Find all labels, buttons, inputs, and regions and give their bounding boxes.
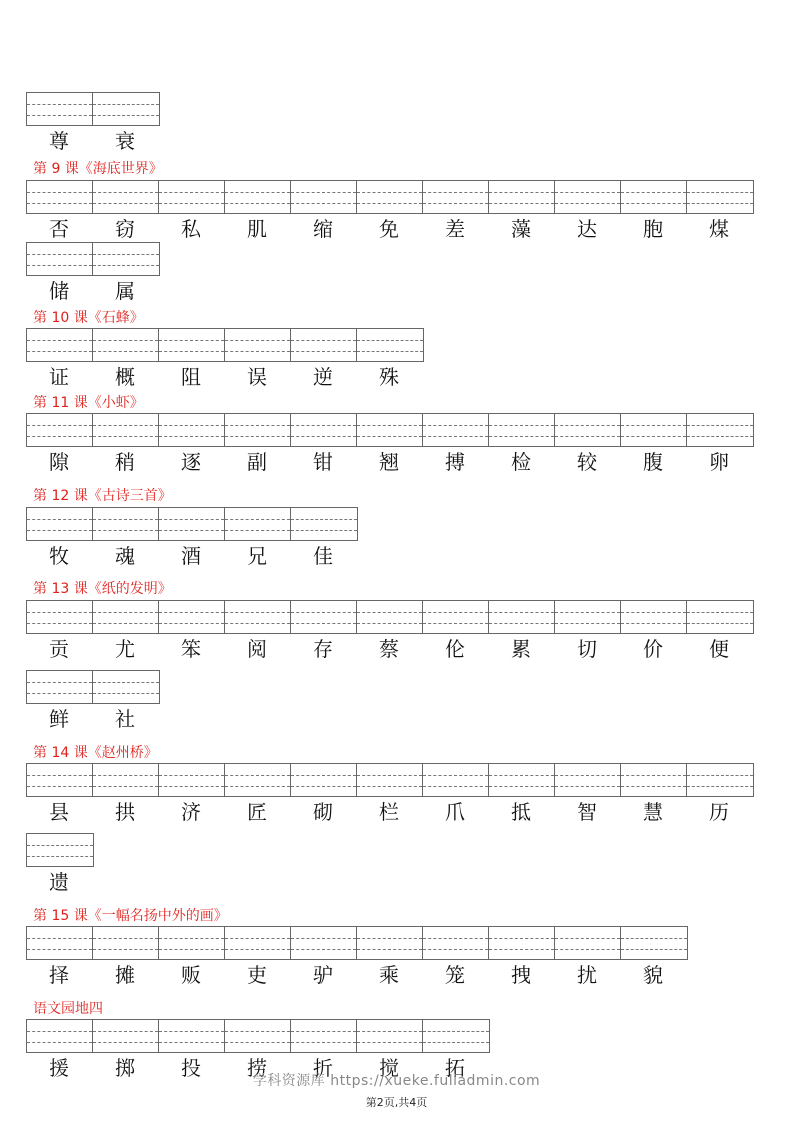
writing-cell[interactable] [159, 601, 225, 633]
writing-cell[interactable] [291, 414, 357, 446]
vocab-character: 尊 [49, 129, 69, 153]
vocab-character: 检 [511, 450, 531, 474]
character-row [26, 449, 752, 475]
writing-cell[interactable] [93, 414, 159, 446]
page-number: 第2页,共4页 [365, 1096, 428, 1109]
character-row [26, 278, 158, 304]
character-row [26, 706, 158, 732]
vocab-character: 济 [181, 800, 201, 824]
writing-cell[interactable] [489, 927, 555, 959]
character-row [26, 799, 752, 825]
vocab-character: 掷 [115, 1056, 135, 1080]
writing-cell[interactable] [489, 414, 555, 446]
vocab-character: 社 [115, 707, 135, 731]
writing-cell[interactable] [27, 329, 93, 361]
writing-cell[interactable] [687, 764, 753, 796]
vocab-character: 牧 [49, 544, 69, 568]
vocab-character: 择 [49, 963, 69, 987]
writing-cell[interactable] [357, 601, 423, 633]
writing-cell[interactable] [225, 508, 291, 540]
writing-cell[interactable] [159, 181, 225, 213]
vocab-character: 貌 [643, 963, 663, 987]
writing-cell[interactable] [225, 181, 291, 213]
lesson-title: 第 15 课《一幅名扬中外的画》 [33, 908, 228, 924]
vocab-character: 吏 [247, 963, 267, 987]
writing-cell[interactable] [159, 329, 225, 361]
vocab-character: 酒 [181, 544, 201, 568]
vocab-character: 否 [49, 217, 69, 241]
lesson-title: 第 12 课《古诗三首》 [33, 488, 172, 504]
vocab-character: 翘 [379, 450, 399, 474]
vocab-character: 达 [577, 217, 597, 241]
vocab-character: 智 [577, 800, 597, 824]
vocab-character: 贩 [181, 963, 201, 987]
vocab-character: 殊 [379, 365, 399, 389]
writing-cell[interactable] [225, 764, 291, 796]
character-row [26, 869, 92, 895]
writing-grid [26, 833, 94, 867]
writing-cell[interactable] [621, 181, 687, 213]
writing-cell[interactable] [489, 764, 555, 796]
writing-cell[interactable] [687, 601, 753, 633]
writing-cell[interactable] [555, 601, 621, 633]
vocab-character: 魂 [115, 544, 135, 568]
lesson-title: 第 10 课《石蜂》 [33, 310, 144, 326]
vocab-character: 县 [49, 800, 69, 824]
lesson-title: 第 9 课《海底世界》 [33, 161, 163, 177]
character-row [26, 636, 752, 662]
vocab-character: 贡 [49, 637, 69, 661]
vocab-character: 拓 [445, 1056, 465, 1080]
writing-grid [26, 507, 358, 541]
writing-grid [26, 413, 754, 447]
writing-cell[interactable] [159, 1020, 225, 1052]
writing-grid [26, 600, 754, 634]
vocab-character: 匠 [247, 800, 267, 824]
vocab-character: 衰 [115, 129, 135, 153]
writing-cell[interactable] [687, 181, 753, 213]
writing-cell[interactable] [555, 927, 621, 959]
writing-cell[interactable] [27, 414, 93, 446]
writing-cell[interactable] [27, 181, 93, 213]
vocab-character: 摊 [115, 963, 135, 987]
writing-cell[interactable] [357, 764, 423, 796]
writing-cell[interactable] [291, 181, 357, 213]
vocab-character: 砌 [313, 800, 333, 824]
writing-cell[interactable] [423, 181, 489, 213]
writing-grid [26, 242, 160, 276]
writing-cell[interactable] [357, 329, 423, 361]
writing-cell[interactable] [93, 927, 159, 959]
vocab-character: 伦 [445, 637, 465, 661]
writing-cell[interactable] [27, 834, 93, 866]
vocab-character: 搏 [445, 450, 465, 474]
writing-cell[interactable] [93, 764, 159, 796]
writing-cell[interactable] [93, 93, 159, 125]
writing-cell[interactable] [225, 414, 291, 446]
vocab-character: 蔡 [379, 637, 399, 661]
vocab-character: 煤 [709, 217, 729, 241]
character-row [26, 128, 158, 154]
vocab-character: 拱 [115, 800, 135, 824]
vocab-character: 累 [511, 637, 531, 661]
vocab-character: 差 [445, 217, 465, 241]
writing-cell[interactable] [93, 1020, 159, 1052]
vocab-character: 捞 [247, 1056, 267, 1080]
vocab-character: 尤 [115, 637, 135, 661]
writing-cell[interactable] [225, 601, 291, 633]
writing-cell[interactable] [27, 927, 93, 959]
vocab-character: 稍 [115, 450, 135, 474]
writing-grid [26, 763, 754, 797]
writing-cell[interactable] [93, 243, 159, 275]
writing-cell[interactable] [291, 329, 357, 361]
writing-cell[interactable] [93, 181, 159, 213]
vocab-character: 胞 [643, 217, 663, 241]
vocab-character: 历 [709, 800, 729, 824]
vocab-character: 较 [577, 450, 597, 474]
writing-cell[interactable] [27, 671, 93, 703]
lesson-title: 语文园地四 [33, 1001, 103, 1017]
writing-cell[interactable] [27, 93, 93, 125]
writing-cell[interactable] [27, 1020, 93, 1052]
vocab-character: 投 [181, 1056, 201, 1080]
writing-cell[interactable] [159, 508, 225, 540]
vocab-character: 证 [49, 365, 69, 389]
vocab-character: 逐 [181, 450, 201, 474]
writing-cell[interactable] [423, 1020, 489, 1052]
writing-cell[interactable] [27, 764, 93, 796]
writing-cell[interactable] [93, 508, 159, 540]
writing-cell[interactable] [291, 508, 357, 540]
vocab-character: 副 [247, 450, 267, 474]
writing-cell[interactable] [621, 601, 687, 633]
vocab-character: 免 [379, 217, 399, 241]
writing-cell[interactable] [93, 601, 159, 633]
writing-grid [26, 92, 160, 126]
writing-grid [26, 670, 160, 704]
writing-cell[interactable] [27, 601, 93, 633]
writing-cell[interactable] [621, 414, 687, 446]
vocab-character: 私 [181, 217, 201, 241]
character-row [26, 216, 752, 242]
vocab-character: 藻 [511, 217, 531, 241]
writing-cell[interactable] [291, 927, 357, 959]
writing-cell[interactable] [621, 764, 687, 796]
vocab-character: 折 [313, 1056, 333, 1080]
writing-cell[interactable] [27, 508, 93, 540]
writing-cell[interactable] [687, 414, 753, 446]
writing-cell[interactable] [489, 181, 555, 213]
writing-grid [26, 180, 754, 214]
vocab-character: 隙 [49, 450, 69, 474]
character-row [26, 962, 686, 988]
writing-cell[interactable] [423, 927, 489, 959]
vocab-character: 价 [643, 637, 663, 661]
writing-cell[interactable] [489, 601, 555, 633]
writing-cell[interactable] [357, 927, 423, 959]
writing-grid [26, 1019, 490, 1053]
vocab-character: 钳 [313, 450, 333, 474]
vocab-character: 爪 [445, 800, 465, 824]
character-row [26, 543, 356, 569]
vocab-character: 肌 [247, 217, 267, 241]
vocab-character: 笨 [181, 637, 201, 661]
vocab-character: 佳 [313, 544, 333, 568]
vocab-character: 乘 [379, 963, 399, 987]
lesson-title: 第 13 课《纸的发明》 [33, 581, 172, 597]
vocab-character: 鲜 [49, 707, 69, 731]
vocab-character: 卵 [709, 450, 729, 474]
vocab-character: 属 [115, 279, 135, 303]
vocab-character: 逆 [313, 365, 333, 389]
writing-cell[interactable] [93, 329, 159, 361]
vocab-character: 阻 [181, 365, 201, 389]
vocab-character: 缩 [313, 217, 333, 241]
vocab-character: 便 [709, 637, 729, 661]
writing-grid [26, 328, 424, 362]
writing-cell[interactable] [357, 181, 423, 213]
vocab-character: 拽 [511, 963, 531, 987]
watermark: 学科资源库 https://xueke.fuliadmin.com [252, 1073, 541, 1089]
writing-cell[interactable] [423, 414, 489, 446]
vocab-character: 腹 [643, 450, 663, 474]
vocab-character: 栏 [379, 800, 399, 824]
writing-cell[interactable] [225, 927, 291, 959]
vocab-character: 存 [313, 637, 333, 661]
lesson-title: 第 11 课《小虾》 [33, 395, 144, 411]
vocab-character: 阅 [247, 637, 267, 661]
writing-cell[interactable] [357, 414, 423, 446]
writing-cell[interactable] [93, 671, 159, 703]
vocab-character: 援 [49, 1056, 69, 1080]
writing-cell[interactable] [621, 927, 687, 959]
vocab-character: 储 [49, 279, 69, 303]
writing-cell[interactable] [159, 927, 225, 959]
writing-cell[interactable] [225, 1020, 291, 1052]
writing-cell[interactable] [159, 764, 225, 796]
writing-cell[interactable] [291, 764, 357, 796]
vocab-character: 兄 [247, 544, 267, 568]
writing-cell[interactable] [291, 1020, 357, 1052]
vocab-character: 误 [247, 365, 267, 389]
writing-cell[interactable] [357, 1020, 423, 1052]
writing-cell[interactable] [555, 414, 621, 446]
writing-cell[interactable] [159, 414, 225, 446]
vocab-character: 遗 [49, 870, 69, 894]
writing-cell[interactable] [423, 764, 489, 796]
vocab-character: 窃 [115, 217, 135, 241]
writing-cell[interactable] [291, 601, 357, 633]
vocab-character: 搅 [379, 1056, 399, 1080]
writing-cell[interactable] [225, 329, 291, 361]
writing-cell[interactable] [555, 181, 621, 213]
vocab-character: 概 [115, 365, 135, 389]
vocab-character: 慧 [643, 800, 663, 824]
character-row [26, 364, 422, 390]
vocab-character: 扰 [577, 963, 597, 987]
writing-cell[interactable] [27, 243, 93, 275]
vocab-character: 笼 [445, 963, 465, 987]
writing-cell[interactable] [555, 764, 621, 796]
writing-grid [26, 926, 688, 960]
writing-cell[interactable] [423, 601, 489, 633]
vocab-character: 切 [577, 637, 597, 661]
vocab-character: 抵 [511, 800, 531, 824]
vocab-character: 驴 [313, 963, 333, 987]
lesson-title: 第 14 课《赵州桥》 [33, 745, 158, 761]
